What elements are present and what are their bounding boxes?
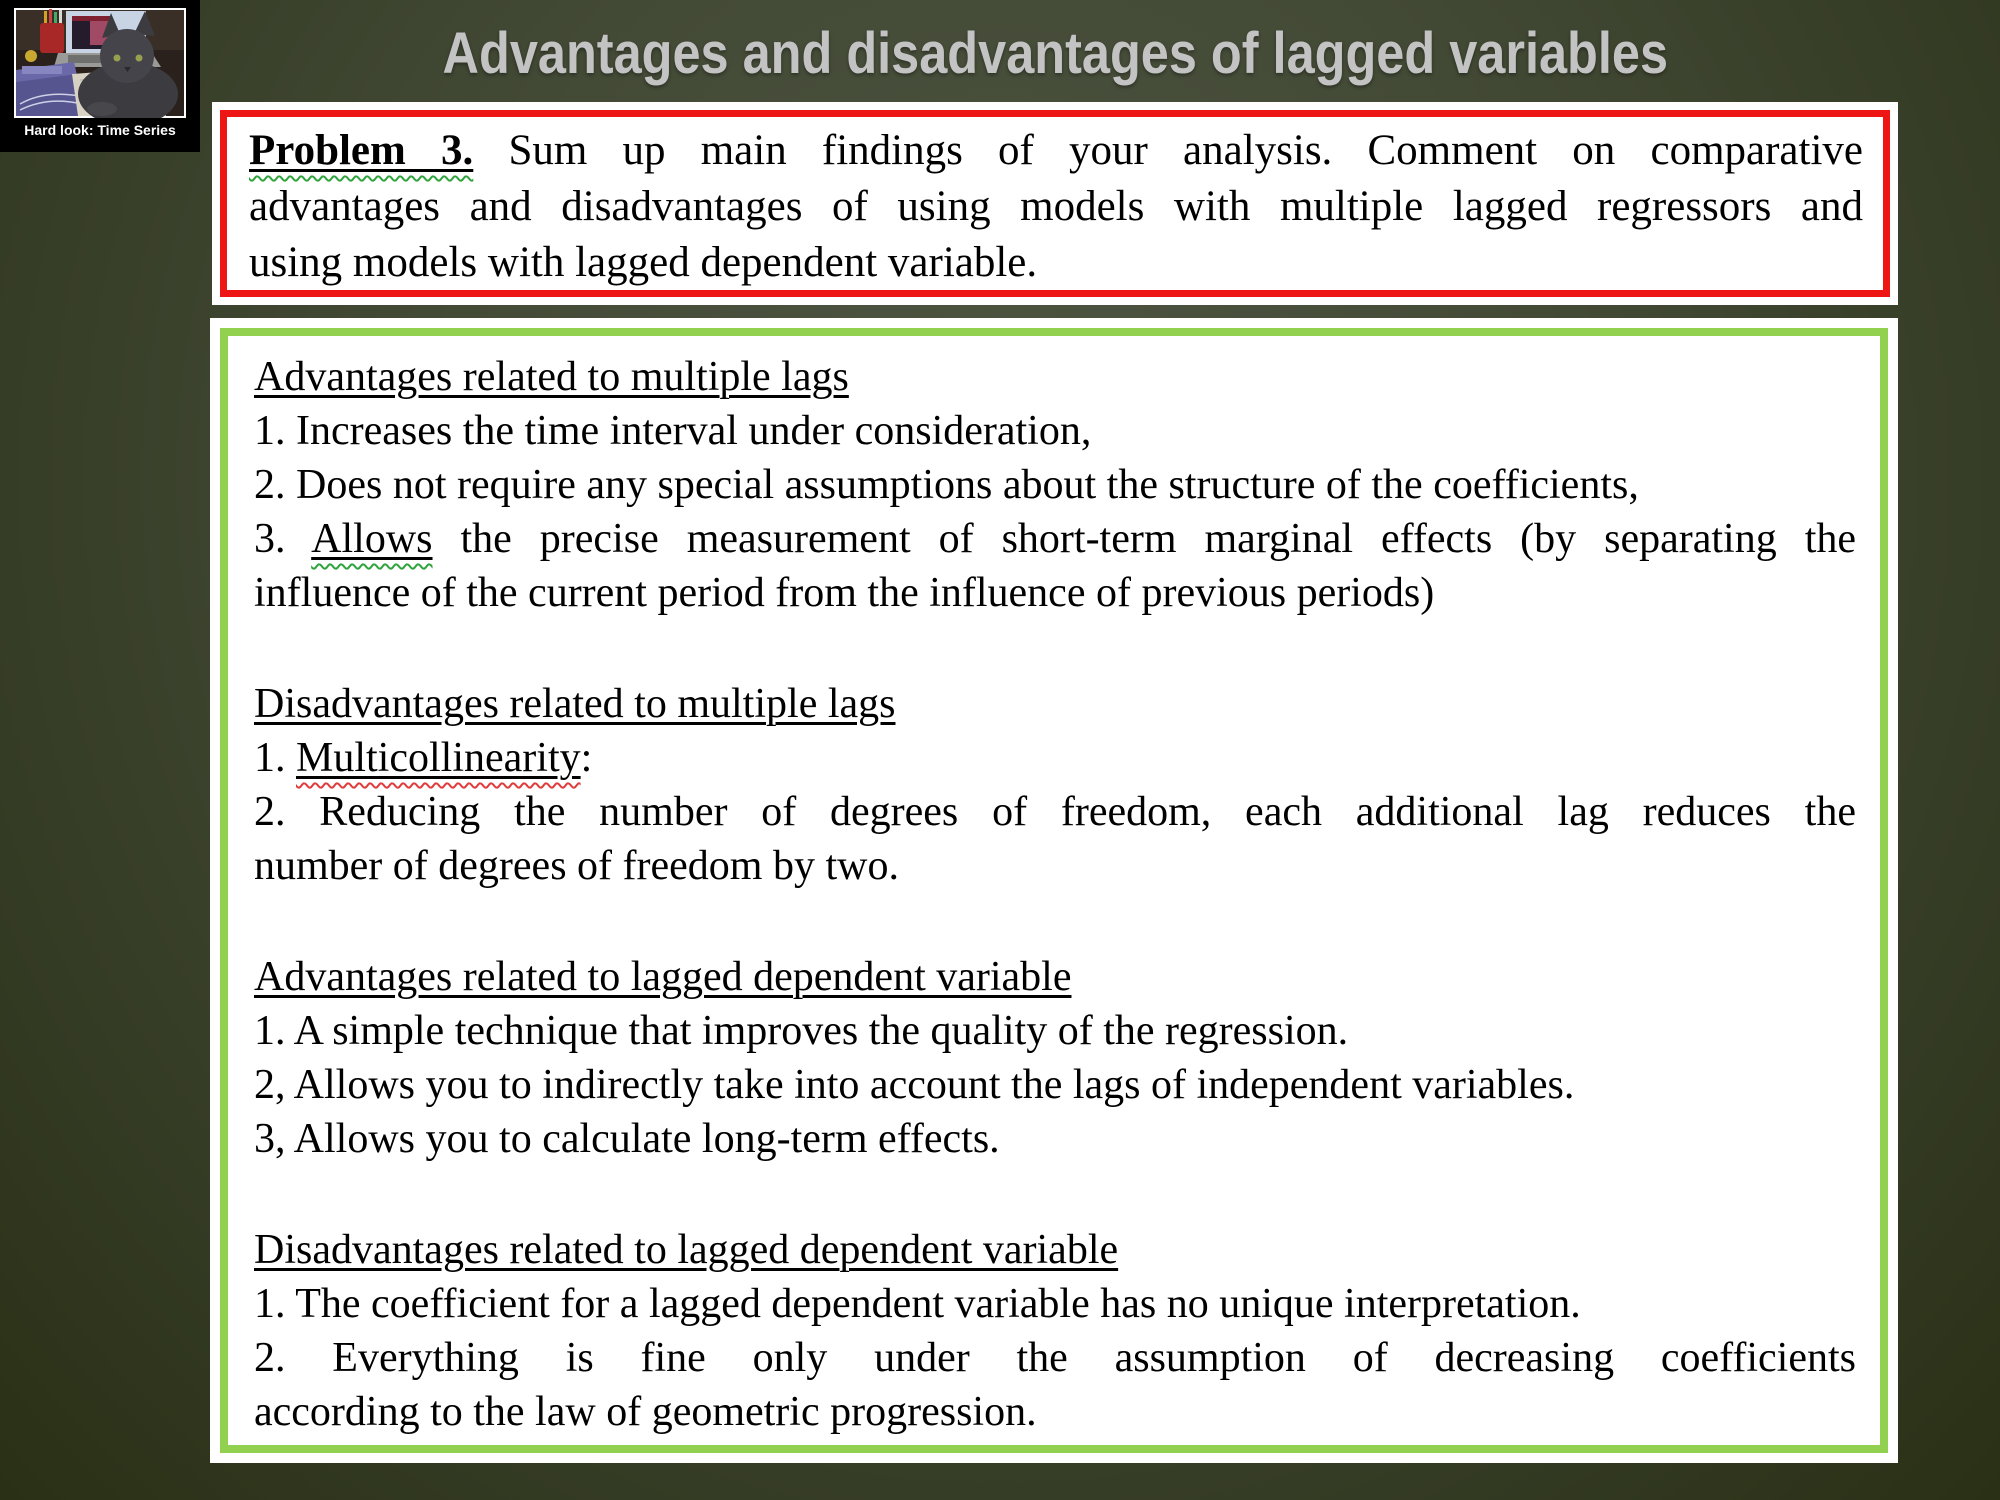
list-item bbox=[254, 512, 1856, 566]
list-item: 1. The coefficient for a lagged dependent variable has no unique interpretation. bbox=[254, 1281, 1581, 1327]
list-item-continuation: influence of the current period from the influence of previous periods) bbox=[254, 570, 1435, 616]
list-item: 2, Allows you to indirectly take into account the lags of independent variables. bbox=[254, 1062, 1575, 1108]
list-item bbox=[254, 731, 1856, 785]
content-text bbox=[254, 350, 1856, 1439]
list-item: 2. Everything is fine only under the assumption of decreasing coefficients bbox=[254, 1335, 1856, 1381]
section-disadvantages-multiple-lags bbox=[254, 677, 1856, 893]
section-heading-text: Advantages related to lagged dependent variable bbox=[254, 954, 1072, 1000]
item-text: the precise measurement of short-term marginal effects (by separating the bbox=[432, 516, 1856, 562]
yellow-ball-graphic bbox=[25, 50, 37, 62]
list-item-continuation: according to the law of geometric progression. bbox=[254, 1389, 1037, 1435]
section-advantages-lagged-dependent bbox=[254, 950, 1856, 1166]
item-number: 3. bbox=[254, 516, 312, 562]
slide-title-text: Advantages and disadvantages of lagged variables bbox=[442, 21, 1668, 86]
list-item: 3, Allows you to calculate long-term effects. bbox=[254, 1116, 1000, 1162]
webcam-photo bbox=[14, 8, 186, 118]
problem-label-underline bbox=[249, 127, 473, 174]
section-disadvantages-lagged-dependent bbox=[254, 1223, 1856, 1439]
problem-paragraph bbox=[249, 123, 1863, 291]
problem-line-2: advantages and disadvantages of using models with multiple lagged regressors and bbox=[249, 183, 1863, 230]
item-text: : bbox=[580, 735, 593, 781]
slide-title bbox=[212, 16, 1898, 96]
multicollinearity-word: Multicollinearity bbox=[296, 735, 581, 781]
list-item: 2. Does not require any special assumptions about the structure of the coefficients, bbox=[254, 462, 1639, 508]
webcam-panel bbox=[0, 0, 200, 152]
list-item: 1. A simple technique that improves the quality of the regression. bbox=[254, 1008, 1349, 1054]
multicollinearity-underline bbox=[296, 735, 581, 781]
section-heading bbox=[254, 677, 1856, 731]
section-heading bbox=[254, 950, 1856, 1004]
problem-box-border bbox=[220, 110, 1890, 297]
list-item-continuation: number of degrees of freedom by two. bbox=[254, 843, 899, 889]
problem-line-1-text: Sum up main findings of your analysis. Comment on comparative bbox=[473, 127, 1863, 174]
allows-underline bbox=[311, 516, 432, 562]
item-number: 1. bbox=[254, 735, 296, 781]
content-box-border bbox=[220, 328, 1888, 1453]
webcam-caption: Hard look: Time Series bbox=[24, 122, 176, 138]
problem-line-1 bbox=[249, 123, 1863, 179]
problem-box bbox=[212, 102, 1898, 305]
problem-line-3: using models with lagged dependent variable. bbox=[249, 239, 1038, 286]
list-item: 2. Reducing the number of degrees of freedom, each additional lag reduces the bbox=[254, 789, 1856, 835]
section-heading-text: Disadvantages related to lagged dependent variable bbox=[254, 1227, 1119, 1273]
section-heading bbox=[254, 1223, 1856, 1277]
problem-label: Problem 3. bbox=[249, 127, 474, 174]
section-heading-text: Advantages related to multiple lags bbox=[254, 354, 849, 400]
section-advantages-multiple-lags bbox=[254, 350, 1856, 620]
allows-word: Allows bbox=[311, 516, 433, 562]
content-box bbox=[210, 318, 1898, 1463]
section-heading bbox=[254, 350, 1856, 404]
section-heading-text: Disadvantages related to multiple lags bbox=[254, 681, 896, 727]
list-item: 1. Increases the time interval under consideration, bbox=[254, 408, 1092, 454]
